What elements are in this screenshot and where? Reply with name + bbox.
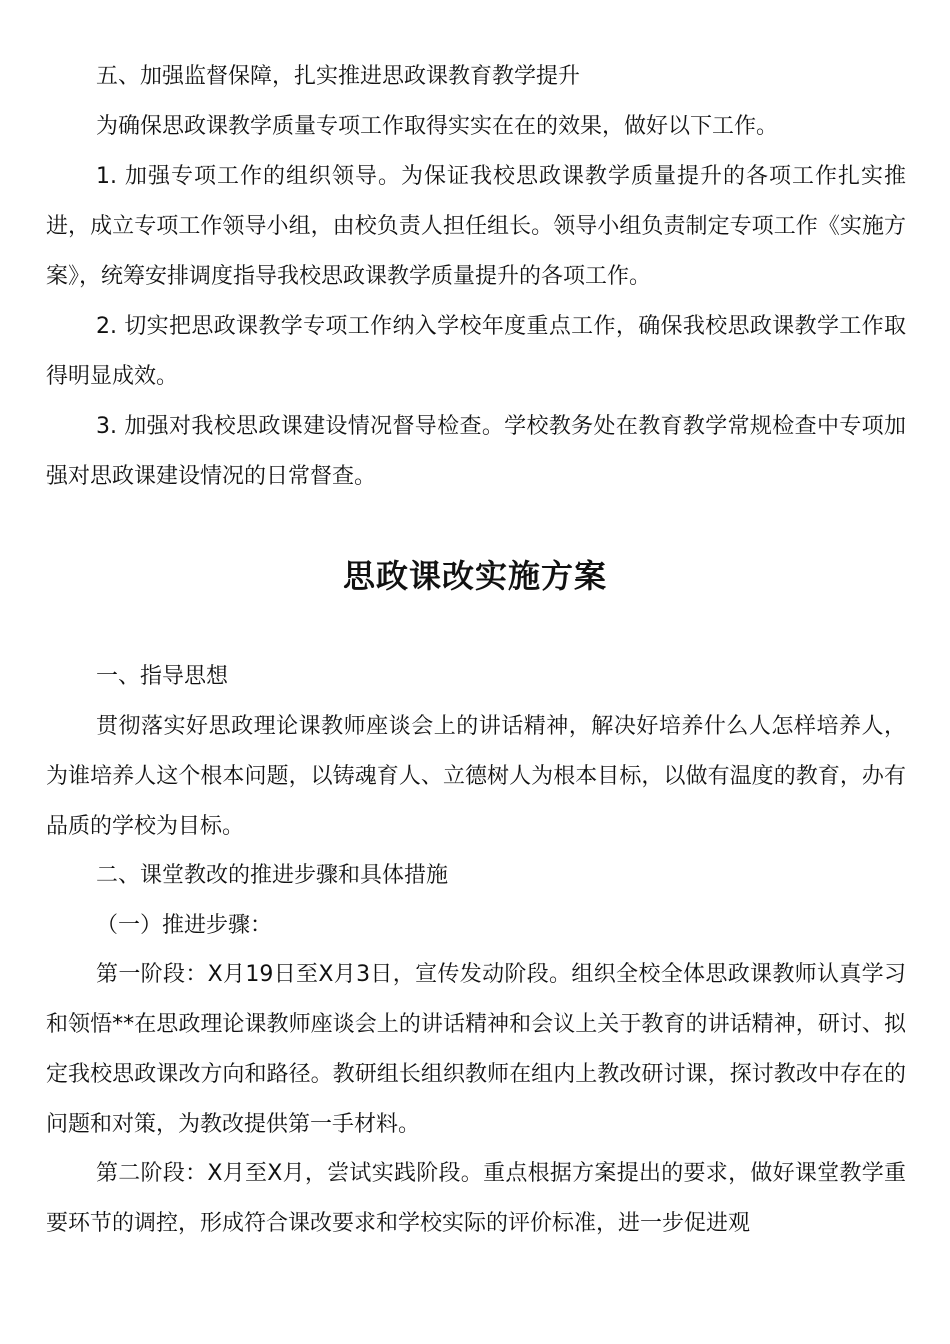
section-heading-five: 五、加强监督保障，扎实推进思政课教育教学提升 [96, 64, 581, 89]
subheading-steps: （一）推进步骤： [96, 913, 273, 938]
list-item-3: 3. 加强对我校思政课建设情况督导检查。学校教务处在教育教学常规检查中专项加强对思政课建设情况的日常督查。 [46, 414, 906, 489]
stage-two-paragraph: 第二阶段：X月至X月，尝试实践阶段。重点根据方案提出的要求，做好课堂教学重要环节的调控，形成符合课改要求和学校实际的评价标准，进一步促进观 [46, 1161, 906, 1236]
section-heading-one: 一、指导思想 [96, 664, 229, 689]
list-item-2: 2. 切实把思政课教学专项工作纳入学校年度重点工作，确保我校思政课教学工作取得明显成效。 [46, 314, 906, 389]
stage-one-paragraph: 第一阶段：X月19日至X月3日，宣传发动阶段。组织全校全体思政课教师认真学习和领悟**在思政理论课教师座谈会上的讲话精神和会议上关于教育的讲话精神，研讨、拟定我校思政课改方向和路径。教研组长组织教师在组内上教改研讨课，探讨教改中存在的问题和对策，为教改提供第一手材料。 [46, 962, 906, 1137]
section-heading-two: 二、课堂教改的推进步骤和具体措施 [96, 863, 449, 888]
intro-paragraph: 为确保思政课教学质量专项工作取得实实在在的效果，做好以下工作。 [96, 114, 779, 139]
guiding-paragraph: 贯彻落实好思政理论课教师座谈会上的讲话精神，解决好培养什么人怎样培养人，为谁培养人这个根本问题，以铸魂育人、立德树人为根本目标，以做有温度的教育，办有品质的学校为目标。 [46, 714, 906, 839]
document-title: 思政课改实施方案 [342, 557, 607, 595]
list-item-1: 1. 加强专项工作的组织领导。为保证我校思政课教学质量提升的各项工作扎实推进，成立专项工作领导小组，由校负责人担任组长。领导小组负责制定专项工作《实施方案》，统筹安排调度指导我校思政课教学质量提升的各项工作。 [46, 164, 906, 289]
